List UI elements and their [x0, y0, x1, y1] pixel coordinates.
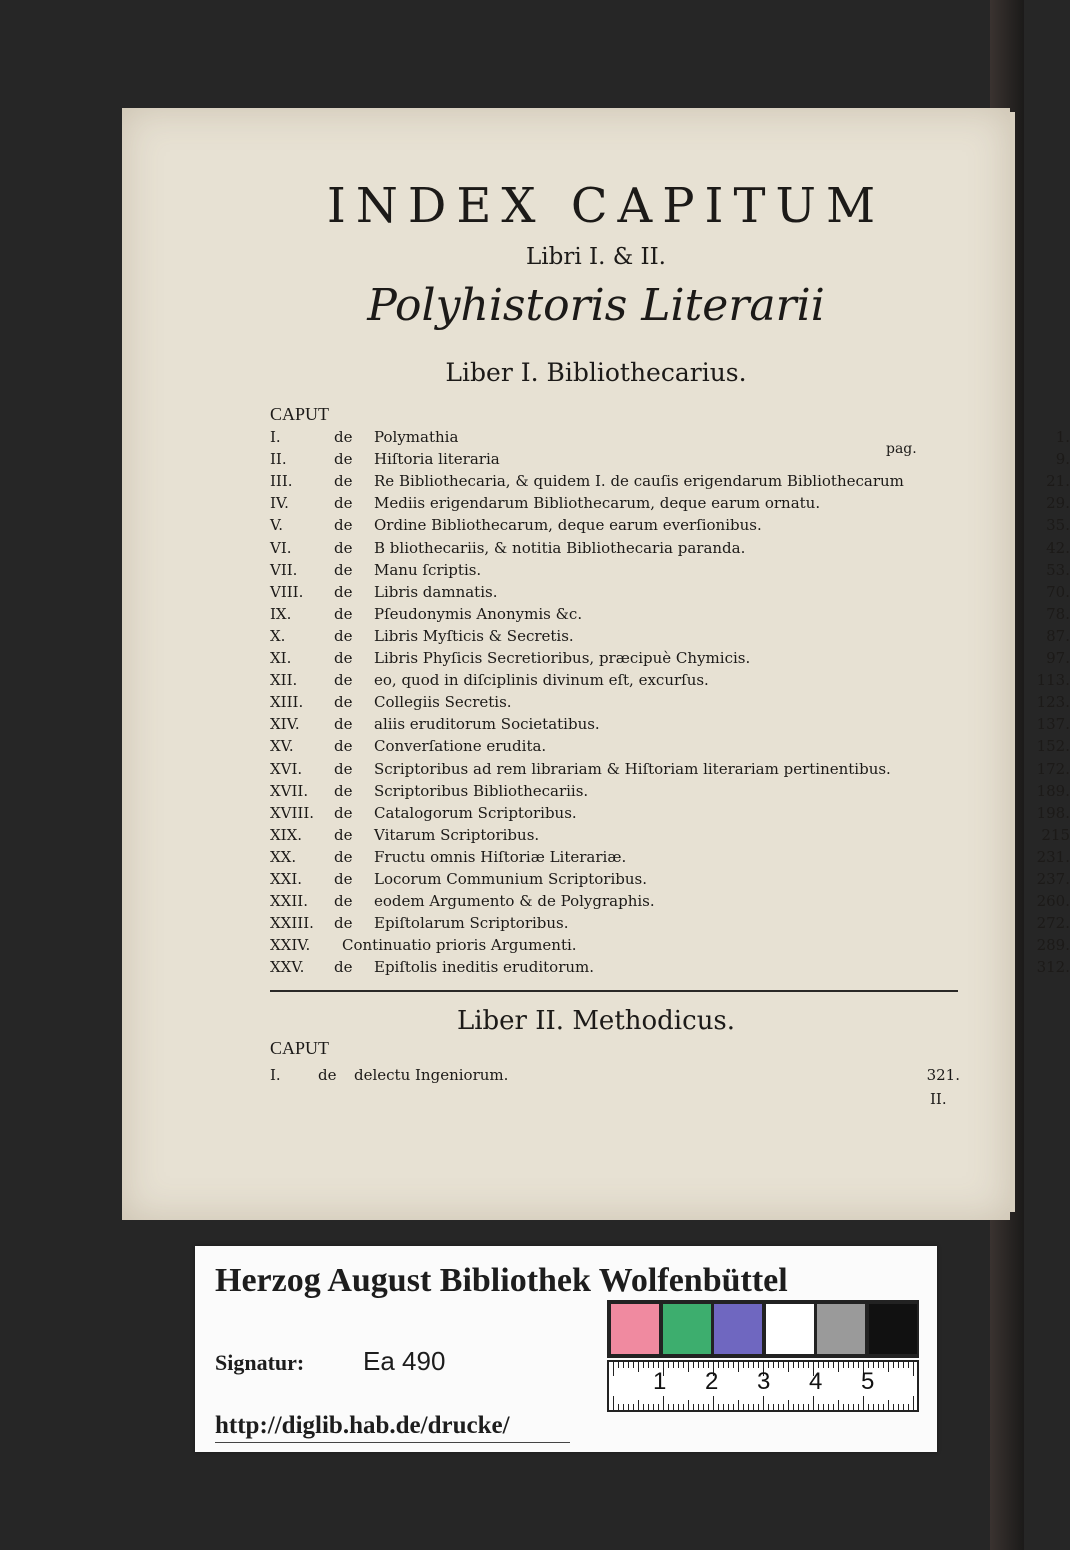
chapter-title: Converſatione erudita.: [374, 737, 547, 756]
toc-row: [270, 494, 1070, 516]
ruler-tick: [673, 1362, 674, 1368]
color-swatch: [714, 1304, 762, 1354]
chapter-page: 97.: [1046, 649, 1070, 667]
ruler-tick: [743, 1362, 744, 1368]
ruler-tick: [768, 1404, 769, 1410]
chapter-number: XV.: [270, 737, 294, 756]
library-name: Herzog August Bibliothek Wolfenbüttel: [215, 1262, 788, 1299]
chapter-title: Catalogorum Scriptoribus.: [374, 803, 577, 822]
color-swatch: [611, 1304, 659, 1354]
chapter-page: 21.: [1046, 472, 1070, 491]
ruler-tick: [738, 1400, 739, 1410]
ruler-tick: [693, 1362, 694, 1368]
signatur-label: Signatur:: [215, 1350, 305, 1375]
ruler-tick: [643, 1404, 644, 1410]
book-page: [122, 108, 1070, 1220]
chapter-title: Libris Phyſicis Secretioribus, præcipuè Chymicis.: [374, 649, 751, 667]
color-swatch: [663, 1304, 711, 1354]
chapter-page: 78.: [1046, 604, 1070, 623]
ruler-tick: [853, 1404, 854, 1410]
ruler-tick: [833, 1404, 834, 1410]
toc-row: [270, 649, 1070, 671]
chapter-de: de: [334, 560, 353, 579]
ruler-tick: [773, 1404, 774, 1410]
ruler-tick: [828, 1404, 829, 1410]
ruler-tick: [848, 1362, 849, 1368]
toc-row: [270, 472, 1070, 494]
ruler-tick: [818, 1404, 819, 1410]
url-underline: [215, 1442, 570, 1443]
toc-row: [270, 715, 1070, 737]
ruler-tick: [888, 1362, 889, 1372]
ruler-tick: [778, 1404, 779, 1410]
chapter-page: 272.: [1036, 914, 1070, 933]
ruler-tick: [868, 1404, 869, 1410]
chapter-title: eo, quod in diſciplinis divinum eſt, excurſus.: [374, 671, 709, 690]
ruler-tick: [883, 1404, 884, 1410]
chapter-number: II.: [270, 450, 287, 469]
chapter-title: Continuatio prioris Argumenti.: [342, 936, 577, 955]
ruler-tick: [873, 1404, 874, 1410]
book-title: Polyhistoris Literarii: [367, 280, 825, 331]
ruler-number: 5: [861, 1368, 875, 1395]
chapter-number: I.: [270, 1066, 281, 1084]
ruler-tick: [698, 1362, 699, 1368]
ruler-tick: [763, 1396, 764, 1410]
toc-row: [270, 826, 1070, 848]
ruler-tick: [848, 1404, 849, 1410]
chapter-page: 260.: [1036, 892, 1070, 911]
chapter-number: XX.: [270, 847, 297, 866]
ruler-tick: [643, 1362, 644, 1368]
ruler-tick: [903, 1404, 904, 1410]
toc-row: [270, 958, 1070, 980]
toc-row: [270, 936, 1070, 958]
chapter-page: 113.: [1036, 671, 1070, 690]
ruler-tick: [633, 1362, 634, 1368]
ruler-tick: [698, 1404, 699, 1410]
chapter-number: XIV.: [270, 715, 300, 734]
ruler-tick: [783, 1362, 784, 1368]
ruler-tick: [628, 1404, 629, 1410]
ruler-tick: [798, 1404, 799, 1410]
color-swatch: [817, 1304, 865, 1354]
chapter-de: de: [334, 715, 353, 734]
ruler-tick: [853, 1362, 854, 1368]
chapter-title: Collegiis Secretis.: [374, 693, 512, 712]
chapter-page: 231.: [1036, 847, 1070, 866]
toc-row: [270, 539, 1070, 561]
ruler-tick: [743, 1404, 744, 1410]
chapter-number: XI.: [270, 649, 292, 667]
ruler-tick: [728, 1404, 729, 1410]
chapter-number: IV.: [270, 494, 289, 513]
pag-label: pag.: [886, 441, 917, 457]
ruler-tick: [858, 1362, 859, 1368]
chapter-de: de: [334, 582, 353, 601]
section-divider: [270, 990, 958, 992]
chapter-de: de: [334, 759, 353, 778]
toc-row: [270, 428, 1070, 450]
ruler-tick: [813, 1396, 814, 1410]
ruler-tick: [613, 1362, 614, 1376]
ruler-tick: [638, 1400, 639, 1410]
ruler-tick: [658, 1404, 659, 1410]
ruler-tick: [788, 1400, 789, 1410]
chapter-title: Epiſtolis ineditis eruditorum.: [374, 958, 595, 977]
chapter-number: XXI.: [270, 870, 303, 888]
chapter-page: 289.: [1036, 936, 1070, 955]
toc-row: [270, 561, 1070, 583]
chapter-title: B bliothecariis, & notitia Bibliothecaria paranda.: [374, 538, 746, 557]
chapter-title: Pſeudonymis Anonymis &c.: [374, 604, 583, 623]
ruler-tick: [683, 1404, 684, 1410]
ruler-tick: [708, 1404, 709, 1410]
ruler-tick: [898, 1404, 899, 1410]
chapter-de: de: [334, 671, 353, 690]
ruler-tick: [683, 1362, 684, 1368]
chapter-page: 172.: [1036, 759, 1070, 778]
ruler-tick: [803, 1404, 804, 1410]
chapter-de: de: [334, 494, 353, 513]
chapter-title: eodem Argumento & de Polygraphis.: [374, 892, 655, 911]
ruler-tick: [688, 1362, 689, 1372]
ruler-tick: [618, 1404, 619, 1410]
chapter-number: XIX.: [270, 825, 303, 844]
measuring-ruler: [607, 1360, 919, 1412]
chapter-title: Libris Myſticis & Secretis.: [374, 626, 574, 645]
chapter-number: XXIV.: [270, 936, 311, 955]
chapter-title: Ordine Bibliothecarum, deque earum everſionibus.: [374, 516, 762, 535]
chapter-page: 137.: [1036, 715, 1070, 734]
chapter-page: 42.: [1046, 538, 1070, 557]
ruler-number: 2: [705, 1368, 719, 1395]
ruler-tick: [908, 1404, 909, 1410]
liber1-heading: Liber I. Bibliothecarius.: [445, 358, 747, 387]
ruler-tick: [668, 1404, 669, 1410]
chapter-title: Polymathia: [374, 428, 459, 446]
chapter-page: 53.: [1046, 560, 1070, 579]
toc-row: [270, 848, 1070, 870]
liber2-caput-label: CAPUT: [270, 1038, 330, 1058]
chapter-page: 198.: [1036, 803, 1070, 822]
ruler-tick: [903, 1362, 904, 1368]
ruler-tick: [773, 1362, 774, 1368]
chapter-title: Hiſtoria literaria: [374, 450, 500, 469]
chapter-de: de: [334, 892, 353, 911]
toc-row: [270, 450, 1070, 472]
chapter-page: 123.: [1036, 693, 1070, 712]
ruler-tick: [638, 1362, 639, 1372]
color-calibration-bar: [607, 1300, 919, 1358]
chapter-title: Libris damnatis.: [374, 582, 498, 601]
ruler-tick: [753, 1404, 754, 1410]
color-swatch: [869, 1304, 917, 1354]
ruler-tick: [788, 1362, 789, 1372]
toc-row: [270, 870, 1070, 892]
toc-row: [270, 583, 1070, 605]
ruler-tick: [723, 1362, 724, 1368]
chapter-title: aliis eruditorum Societatibus.: [374, 715, 600, 734]
chapter-number: XXV.: [270, 958, 305, 977]
chapter-page: 70.: [1046, 582, 1070, 601]
ruler-tick: [863, 1396, 864, 1410]
ruler-tick: [623, 1404, 624, 1410]
liber2-heading: Liber II. Methodicus.: [456, 1006, 736, 1036]
toc-row: [270, 516, 1070, 538]
ruler-tick: [888, 1400, 889, 1410]
ruler-tick: [663, 1396, 664, 1410]
chapter-page: 152.: [1036, 737, 1070, 756]
toc-row: [270, 892, 1070, 914]
chapter-title: Vitarum Scriptoribus.: [374, 825, 540, 844]
ruler-tick: [668, 1362, 669, 1368]
ruler-tick: [753, 1362, 754, 1368]
toc-row: [270, 693, 1070, 715]
index-subtitle: Libri I. & II.: [526, 244, 666, 270]
ruler-tick: [693, 1404, 694, 1410]
ruler-tick: [778, 1362, 779, 1368]
chapter-title: Fructu omnis Hiſtoriæ Literariæ.: [374, 847, 627, 866]
ruler-tick: [728, 1362, 729, 1368]
chapter-de: de: [334, 604, 353, 623]
chapter-number: X.: [270, 626, 286, 645]
ruler-tick: [793, 1404, 794, 1410]
toc-row: [270, 804, 1070, 826]
chapter-de: de: [334, 847, 353, 866]
toc-row: [270, 737, 1070, 759]
ruler-tick: [678, 1362, 679, 1368]
ruler-tick: [633, 1404, 634, 1410]
ruler-tick: [878, 1404, 879, 1410]
ruler-tick: [738, 1362, 739, 1372]
chapter-title: Re Bibliothecaria, & quidem I. de cauſis erigendarum Bibliothecarum: [374, 472, 904, 491]
chapter-de: de: [334, 626, 353, 645]
toc-row: [270, 782, 1070, 804]
chapter-de: de: [334, 825, 353, 844]
ruler-tick: [858, 1404, 859, 1410]
ruler-tick: [748, 1362, 749, 1368]
ruler-tick: [793, 1362, 794, 1368]
ruler-tick: [803, 1362, 804, 1368]
chapter-title: Scriptoribus Bibliothecariis.: [374, 781, 589, 800]
chapter-number: XXII.: [270, 892, 308, 911]
chapter-de: de: [334, 737, 353, 756]
ruler-tick: [723, 1404, 724, 1410]
chapter-title: Locorum Communium Scriptoribus.: [374, 870, 647, 888]
ruler-tick: [733, 1362, 734, 1368]
chapter-de: de: [334, 958, 353, 977]
ruler-tick: [628, 1362, 629, 1368]
chapter-de: de: [334, 693, 353, 712]
chapter-page: 29.: [1046, 494, 1070, 513]
toc-row: [270, 627, 1070, 649]
ruler-tick: [623, 1362, 624, 1368]
ruler-tick: [653, 1404, 654, 1410]
signatur-value: Ea 490: [363, 1346, 446, 1376]
ruler-tick: [733, 1404, 734, 1410]
chapter-page: 215: [1041, 825, 1070, 844]
ruler-tick: [613, 1396, 614, 1410]
chapter-de: de: [334, 914, 353, 933]
chapter-title: Mediis erigendarum Bibliothecarum, deque earum ornatu.: [374, 494, 821, 513]
chapter-page: 237.: [1036, 870, 1070, 888]
chapter-page: 9.: [1055, 450, 1070, 469]
ruler-tick: [898, 1362, 899, 1368]
ruler-number: 3: [757, 1368, 771, 1395]
chapter-number: XIII.: [270, 693, 304, 712]
ruler-tick: [748, 1404, 749, 1410]
chapter-number: XII.: [270, 671, 298, 690]
chapter-page: 189.: [1036, 781, 1070, 800]
ruler-tick: [913, 1362, 914, 1376]
chapter-number: IX.: [270, 604, 292, 623]
ruler-tick: [703, 1362, 704, 1368]
chapter-number: V.: [270, 516, 283, 535]
ruler-tick: [833, 1362, 834, 1368]
chapter-de: de: [334, 803, 353, 822]
ruler-tick: [893, 1362, 894, 1368]
ruler-tick: [823, 1404, 824, 1410]
chapter-number: III.: [270, 472, 293, 491]
toc-row: [270, 760, 1070, 782]
chapter-page: 87.: [1046, 626, 1070, 645]
caput-label: CAPUT: [270, 404, 330, 424]
ruler-tick: [838, 1362, 839, 1372]
chapter-title: Epiſtolarum Scriptoribus.: [374, 914, 569, 933]
library-label: [195, 1246, 937, 1452]
toc-row: [270, 605, 1070, 627]
chapter-de: de: [334, 428, 353, 446]
chapter-page: 1.: [1055, 428, 1070, 446]
color-swatch: [766, 1304, 814, 1354]
chapter-title: delectu Ingeniorum.: [354, 1066, 509, 1084]
ruler-tick: [893, 1404, 894, 1410]
chapter-number: XVI.: [270, 759, 303, 778]
ruler-tick: [618, 1362, 619, 1368]
ruler-tick: [908, 1362, 909, 1368]
chapter-de: de: [334, 516, 353, 535]
chapter-page: 35.: [1046, 516, 1070, 535]
ruler-tick: [688, 1400, 689, 1410]
ruler-tick: [703, 1404, 704, 1410]
ruler-tick: [758, 1404, 759, 1410]
ruler-tick: [878, 1362, 879, 1368]
chapter-de: de: [334, 870, 353, 888]
ruler-tick: [648, 1362, 649, 1368]
ruler-number: 1: [653, 1368, 667, 1395]
ruler-tick: [808, 1404, 809, 1410]
chapter-de: de: [334, 472, 353, 491]
ruler-tick: [823, 1362, 824, 1368]
ruler-tick: [673, 1404, 674, 1410]
ruler-tick: [843, 1404, 844, 1410]
toc-row: [270, 914, 1070, 936]
ruler-tick: [843, 1362, 844, 1368]
ruler-tick: [718, 1404, 719, 1410]
ruler-tick: [828, 1362, 829, 1368]
ruler-tick: [883, 1362, 884, 1368]
catchword: II.: [930, 1090, 947, 1108]
chapter-de: de: [334, 649, 353, 667]
library-url: http://diglib.hab.de/drucke/: [215, 1412, 510, 1439]
chapter-de: de: [318, 1066, 337, 1084]
chapter-number: I.: [270, 428, 281, 446]
chapter-de: de: [334, 538, 353, 557]
chapter-number: VI.: [270, 538, 292, 557]
index-title: INDEX CAPITUM: [326, 178, 886, 234]
chapter-number: XXIII.: [270, 914, 314, 933]
ruler-tick: [648, 1404, 649, 1410]
ruler-tick: [713, 1396, 714, 1410]
chapter-number: XVII.: [270, 781, 309, 800]
chapter-title: Scriptoribus ad rem librariam & Hiſtoriam literariam pertinentibus.: [374, 759, 891, 778]
chapter-number: VII.: [270, 560, 298, 579]
ruler-tick: [783, 1404, 784, 1410]
toc-row: [270, 671, 1070, 693]
chapter-de: de: [334, 450, 353, 469]
chapter-title: Manu ſcriptis.: [374, 560, 482, 579]
ruler-tick: [678, 1404, 679, 1410]
chapter-de: de: [334, 781, 353, 800]
chapter-page: 312.: [1036, 958, 1070, 977]
chapter-number: VIII.: [270, 582, 304, 601]
liber2-toc-row: [270, 1066, 960, 1088]
ruler-number: 4: [809, 1368, 823, 1395]
ruler-tick: [838, 1400, 839, 1410]
ruler-tick: [798, 1362, 799, 1368]
chapter-page: 321.: [926, 1066, 960, 1084]
chapter-number: XVIII.: [270, 803, 315, 822]
ruler-tick: [913, 1396, 914, 1410]
